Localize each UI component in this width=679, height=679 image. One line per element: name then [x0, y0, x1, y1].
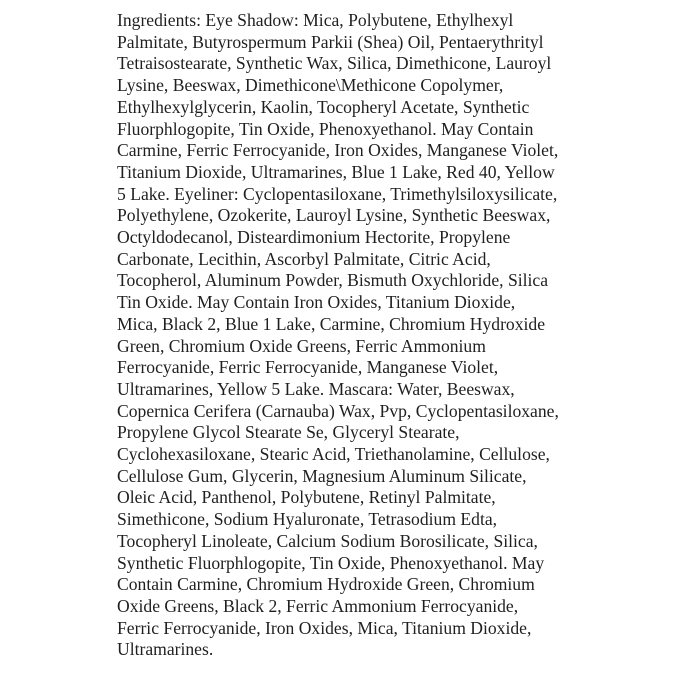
text-line: Ultramarines, Yellow 5 Lake. Mascara: Water, Beeswax,	[117, 378, 515, 399]
ingredients-text	[117, 10, 577, 661]
text-line: Tin Oxide. May Contain Iron Oxides, Titanium Dioxide,	[117, 292, 516, 313]
text-line: Contain Carmine, Chromium Hydroxide Green, Chromium	[117, 574, 535, 595]
text-line: Fluorphlogopite, Tin Oxide, Phenoxyethanol. May Contain	[117, 118, 534, 139]
text-line: Carbonate, Lecithin, Ascorbyl Palmitate, Citric Acid,	[117, 248, 491, 269]
text-line: Ferric Ferrocyanide, Iron Oxides, Mica, Titanium Dioxide,	[117, 617, 532, 638]
text-line: Polyethylene, Ozokerite, Lauroyl Lysine, Synthetic Beeswax,	[117, 205, 551, 226]
text-line: Oleic Acid, Panthenol, Polybutene, Retinyl Palmitate,	[117, 487, 496, 508]
text-line: Tocopherol, Aluminum Powder, Bismuth Oxychloride, Silica	[117, 270, 549, 291]
text-line: Ultramarines.	[117, 639, 214, 660]
text-line: Mica, Black 2, Blue 1 Lake, Carmine, Chromium Hydroxide	[117, 313, 546, 334]
text-line: 5 Lake. Eyeliner: Cyclopentasiloxane, Trimethylsiloxysilicate,	[117, 183, 558, 204]
text-line: Simethicone, Sodium Hyaluronate, Tetrasodium Edta,	[117, 509, 498, 530]
text-line: Lysine, Beeswax, Dimethicone\Methicone Copolymer,	[117, 75, 504, 96]
text-line: Tocopheryl Linoleate, Calcium Sodium Borosilicate, Silica,	[117, 530, 538, 551]
text-line: Propylene Glycol Stearate Se, Glyceryl Stearate,	[117, 422, 460, 443]
text-line: Ferrocyanide, Ferric Ferrocyanide, Manganese Violet,	[117, 357, 499, 378]
text-line: Octyldodecanol, Disteardimonium Hectorite, Propylene	[117, 227, 511, 248]
text-line: Synthetic Fluorphlogopite, Tin Oxide, Phenoxyethanol. May	[117, 552, 545, 573]
text-line: Ethylhexylglycerin, Kaolin, Tocopheryl Acetate, Synthetic	[117, 96, 530, 117]
text-line: Palmitate, Butyrospermum Parkii (Shea) Oil, Pentaerythrityl	[117, 31, 544, 52]
text-line: Oxide Greens, Black 2, Ferric Ammonium Ferrocyanide,	[117, 595, 519, 616]
text-line: Tetraisostearate, Synthetic Wax, Silica, Dimethicone, Lauroyl	[117, 53, 552, 74]
text-line: Cyclohexasiloxane, Stearic Acid, Triethanolamine, Cellulose,	[117, 444, 550, 465]
text-line: Cellulose Gum, Glycerin, Magnesium Aluminum Silicate,	[117, 465, 527, 486]
text-line: Carmine, Ferric Ferrocyanide, Iron Oxides, Manganese Violet,	[117, 140, 559, 161]
text-line: Green, Chromium Oxide Greens, Ferric Ammonium	[117, 335, 486, 356]
text-line: Copernica Cerifera (Carnauba) Wax, Pvp, Cyclopentasiloxane,	[117, 400, 559, 421]
text-line: Titanium Dioxide, Ultramarines, Blue 1 Lake, Red 40, Yellow	[117, 161, 555, 182]
text-line: Ingredients: Eye Shadow: Mica, Polybutene, Ethylhexyl	[117, 10, 514, 30]
